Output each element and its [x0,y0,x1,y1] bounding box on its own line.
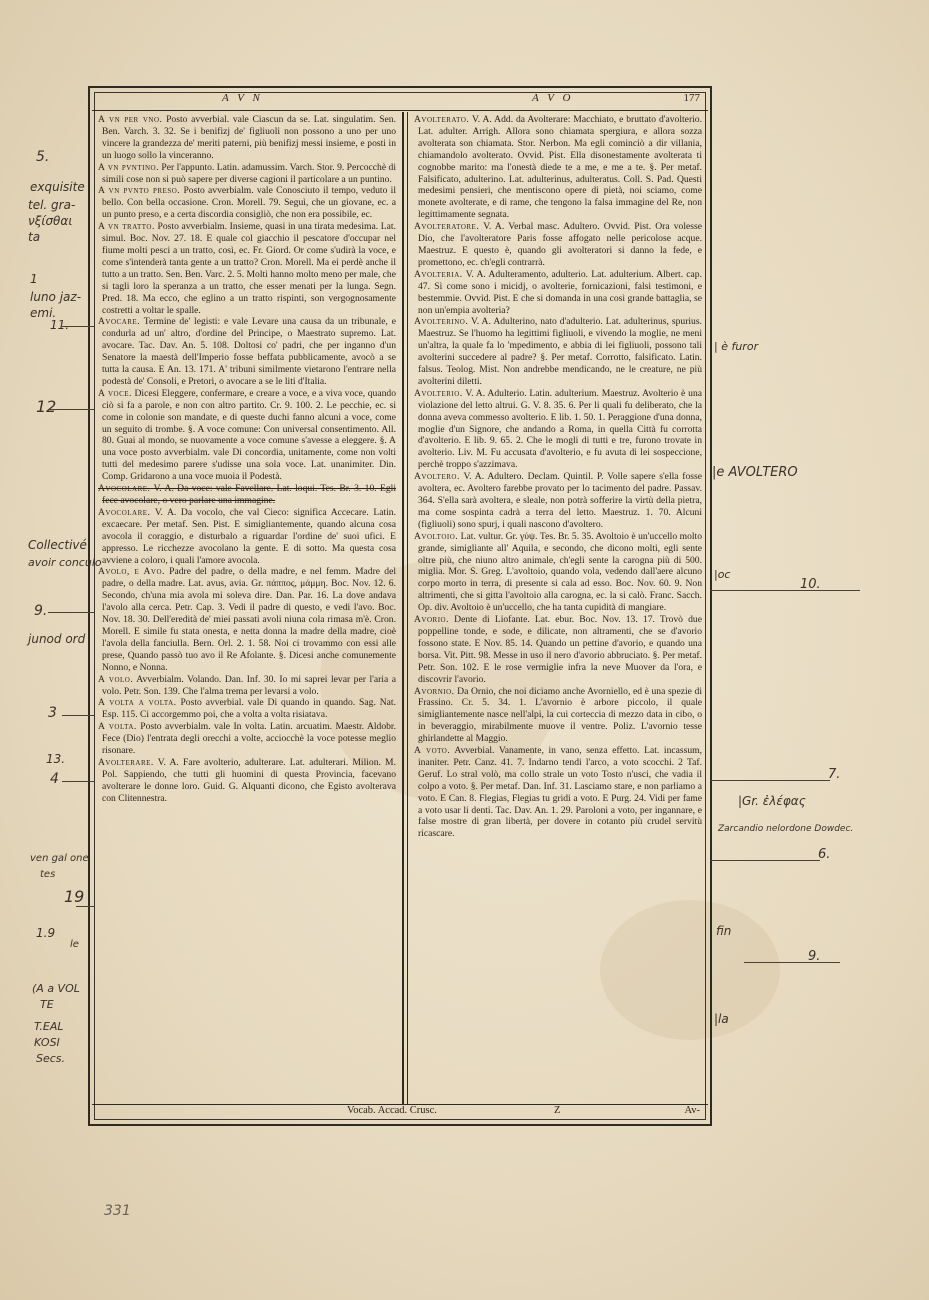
margin-note: 7. [828,767,841,782]
entry-headword: A vn pvnto preso. [98,185,181,197]
entry-headword: Avolterare. [98,756,154,768]
margin-line [62,326,94,327]
dictionary-entry [98,757,396,805]
entry-headword: Avolteria. [414,268,463,280]
dictionary-entry [414,531,702,614]
entry-definition: V. A. Verbal masc. Adultero. Ovvid. Pist. Ora volesse Dio, che l'avolteratore Paris fosse affogato nelle pericolose acque. Maestruz. E questo è, quando gli avolteratori si danno la fede, e promettono, ec. ch'egli contrarrà. [418,221,702,268]
column-rule [407,112,408,1104]
page-footer [92,1105,708,1121]
margin-line [48,409,94,410]
margin-note: 9. [808,949,821,964]
pencil-number: 331 [104,1203,131,1219]
margin-line [710,590,860,591]
margin-note: |la [714,1012,729,1026]
margin-note: (A a VOL [32,982,80,995]
margin-note: Secs. [36,1052,66,1065]
margin-note: Collectivé [28,538,87,552]
entry-definition: V. A. Adultero. Declam. Quintil. P. Volle sapere s'ella fosse avoltera, ec. Avoltero farebbe provato per lo tacimento del padre. Passav. 364. S'ella sarà avoltera, e sleale, non potrà sofferire la virtù della pietra, ma come sospinta cadrà a terra del letto. Maestruz. 1. 70. Alcuni (figliuoli) sono spurj, i quali nascono d'avoltero. [418,471,702,530]
margin-note: 1.9 [36,926,56,940]
entry-definition: Lat. vultur. Gr. γύψ. Tes. Br. 5. 35. Avoltoio è un'uccello molto grande, simigliante all' Aquila, e secondo, che dicono molti, egli sente oltre più, che niuno altro animale, ch'egli sente la carogna più di 500. miglia. Mor. S. Greg. L'avoltoio, quando vola, vedendo dall'aere alcuno corpo morto in terra, di presente si cala ad esso. Boc. Nov. 60. 9. Non altrimenti, che si gitta l'avoltoio alla carogna, ec. la si calò. Franc. Sacch. Op. div. Avoltoio è un'uccello, che ha tanta cupidità di mangiare. [418,530,702,614]
dictionary-entry [98,388,396,483]
margin-line [62,715,94,716]
margin-note: avoir conculo [28,556,102,569]
entry-definition: V. A. Adulterino, nato d'adulterio. Lat. adulterinus, spurius. Maestruz. Se l'huomo ha legittimi figliuoli, e vivendo la moglie, ne meni un'altra, la quale fa lo 'mpedimento, e abbia di lei figliuoli, possono tali avolterini succedere al padre? §. Per metaf. Corrotto, falsificato. Latin. falsus. Teolog. Mist. Non andrebbe mendicando, ne le creature, ne più avolterini diletti. [418,316,702,387]
margin-note: le [70,939,79,950]
catchword: Av- [684,1105,700,1116]
margin-note: 1 [30,272,38,286]
entry-headword: Avocolare. [98,483,151,495]
entry-headword: Avolterato. [414,114,470,125]
dictionary-entry [414,388,702,471]
dictionary-entry [98,507,396,567]
margin-line [62,781,94,782]
dictionary-entry [98,221,396,316]
entry-definition: V. A. Fare avolterio, adulterare. Lat. adulterari. Milion. M. Pol. Sappiendo, che tutti gli huomini di questa Provincia, facevano avolterare le donne loro. Guid. G. Alquanti dicono, che Egisto avolterava con Clitennestra. [102,756,396,804]
margin-line [48,612,94,613]
dictionary-entry [414,471,702,531]
entry-definition: Posto avverbial. vale Di quando in quando. Sag. Nat. Esp. 115. Ci accorgemmo poi, che a volta a volta risiatava. [102,697,396,721]
dictionary-entry [98,566,396,673]
head-rule [92,110,708,111]
entry-headword: A vn pvntino. [98,161,159,173]
margin-note: 9. [34,603,48,619]
entry-definition: Posto avverbialm. Insieme, quasi in una tirata medesima. Lat. simul. Boc. Nov. 27. 18. E quale col giacchio il pescatore d'occupar nel fiume molti pesci a un tratto, così, ec. Fr. Giord. Or come s'udirà la voce, e come s'intenderà tanta gente a un tratto? Cron. Morell. Ma ei perdè anche il tutto a un tratto. Sen. Ben. Varc. 2. 5. Molti hanno molto meno per male, che si tagli loro la speranza a un tratto, che esser menati per la lunga. Segn. Pred. 18. Ma ecco, che eglino a un tratto rispinti, son vergognosamente costretti a voltar le spalle. [102,221,396,316]
margin-note: tel. gra- [28,198,76,212]
dictionary-entry [98,674,396,698]
margin-note: T.EAL [34,1020,64,1033]
margin-line [710,860,820,861]
entry-definition: Avverbial. Vanamente, in vano, senza effetto. Lat. incassum, inaniter. Petr. Canz. 41. 7. Indarno tendi l'arco, a voto scocchi. 2 Taf. Geruf. Lo stral volò, ma collo strale un voto Tosto n'usci, che vadia il colpo a voto. §. Per metaf. Dan. Inf. 31. Lasciamo stare, e non parliamo a voto. E Can. 8. Flegias, Flegias tu gridi a voto. E Purg. 24. Vidi per fame a voto usar li denti. Tac. Dav. An. 1. 29. Paroloni a voto, per ingannare, e false mostre di gran libertà, per dovere in cotanto più crudel servitù ricascare. [418,745,702,840]
margin-note: ta [28,230,41,244]
entry-headword: Avolteratore. [414,221,480,233]
entry-definition: Posto avverbialm. vale In volta. Latin. arcuatim. Maestr. Aldobr. Fece (Dio) l'entrata degli orecchi a volte, acciocchè la voce potesse meglio risonare. [102,721,396,757]
entry-headword: A volta. [98,721,137,733]
margin-line [710,780,830,781]
running-head-right: A V O [532,92,574,104]
dictionary-entry [98,114,396,162]
left-column [98,114,396,1102]
entry-definition: V. A. Da vocolo, che val Cieco: significa Accecare. Latin. excaecare. Per metaf. Sen. Pist. E simigliantemente, quando alcuna cosa avocola il coraggio, e disturbalo a riguardar l'ordine de' suoi ufici. E appresso. Le ricchezze avocolano la gente. E di sotto. Ma questa cosa avviene a coloro, i quali l'amore avocola. [102,506,396,566]
entry-headword: Avocare. [98,316,141,328]
dictionary-entry [414,221,702,269]
margin-note: 3 [48,705,57,721]
running-head [92,92,708,108]
margin-note: 11. [50,318,70,332]
entry-headword: Avolo, e Avo. [98,566,165,578]
entry-headword: Avorio. [414,614,449,626]
entry-definition: V. A. Da voce: vale Favellare. Lat. loqui. Tes. Br. 3. 10. Egli fece avocolare, o vero parlare una immagine. [102,483,396,506]
entry-definition: Avverbialm. Volando. Dan. Inf. 30. Io mi saprei levar per l'aria a volo. Petr. Son. 139. Che l'alma trema per levarsi a volo. [102,673,396,697]
dictionary-entry [414,614,702,685]
entry-headword: A voto. [414,745,451,757]
margin-note: luno jaz- [30,290,82,304]
margin-note: 19 [64,887,85,906]
entry-headword: A voce. [98,387,132,399]
page-number: 177 [683,92,700,104]
dictionary-entry [414,316,702,387]
entry-headword: A volo. [98,673,134,685]
dictionary-entry [98,316,396,387]
margin-note: Zarcandio nelordone Dowdec. [718,824,854,834]
entry-definition: V. A. Adulteramento, adulterio. Lat. adulterium. Albert. cap. 47. Sì come sono i micidj, o avolterie, fornicazioni, falsi testimoni, e bestemmie. Ovvid. Pist. E che si domanda in una così grande battaglia, se non un'empia avolteria? [418,268,702,316]
entry-definition: Termine de' legisti: e vale Levare una causa da un tribunale, e condurla ad un' altro, d'ordine del Principe, o Maestrato supremo. Lat. avocare. Tac. Dav. An. 5. 108. Doltosi co' padri, che per inganno d'un Senatore la maestà dell'Imperio fosse beffata pubblicamente, avocò a se tutta la causa. E An. 13. 171. A' tribuni similmente vietarono l'entrare nella podestà de' Consoli, e Pretori, o avocare a se le liti d'Italia. [102,316,396,387]
entry-definition: Padre del padre, o della madre, e nel femm. Madre del padre, o della madre. Lat. avus, avia. Gr. πάππος, μάμμη. Boc. Nov. 12. 6. Secondo, ch'una mia avola mi soleva dire. Dan. Par. 16. La dove andava l'avolo alla cerca. Petr. Cap. 3. Vedi il padre di questo, e vedi l'avo. Boc. Nov. 18. 30. Dell'eredità de' miei passati avoli niuna cola rimasa m'è. Cron. Morell. E simile fu stata onesta, e netta donna la madre della madre, cioè l'avola della fanciulla. Bern. Orl. 2. 1. 58. Noi ci trovammo con essi alle prese, Quando passò tuo avo il Re Afolante. §. Dicesi anche comunemente Nonno, e Nonna. [102,566,396,673]
margin-line [744,962,840,963]
dictionary-entry [98,162,396,186]
entry-definition: Posto avverbial. vale Ciascun da se. Lat. singulatim. Sen. Ben. Varch. 3. 32. Se i benifizj de' figliuoli non possono a uno per uno vincere la grandezza de' meriti paterni, più benifizj messi insieme, e posti in un luogo sollo la vinceranno. [102,114,396,161]
column-rule [402,112,404,1104]
dictionary-entry [414,269,702,317]
margin-note: 10. [800,577,821,592]
entry-headword: A volta a volta. [98,697,177,709]
entry-headword: Avoltoio. [414,530,459,542]
entry-headword: Avornio. [414,685,455,697]
margin-note: 6. [818,847,831,862]
entry-definition: Per l'appunto. Latin. adamussim. Varch. Stor. 9. Percocchè di simili cose non si può sapere per diverse cagioni il particolare a un puntino. [102,161,396,185]
entry-headword: Avoltero. [414,471,460,483]
margin-note: ven gal one [30,853,89,864]
margin-note: 4 [50,771,59,787]
margin-note: 12 [36,397,57,416]
margin-note: TE [40,998,54,1011]
right-column [414,114,702,1102]
dictionary-entry [98,185,396,221]
margin-note: tes [40,869,56,880]
margin-note: exquisite [30,180,85,194]
margin-note: junod ord [28,632,86,646]
running-head-left: A V N [222,92,263,104]
margin-note: 5. [36,149,50,165]
entry-headword: Avocolare. [98,506,151,518]
entry-headword: Avolterio. [414,387,463,399]
margin-note: |e AVOLTERO [712,465,798,480]
margin-line [76,906,94,907]
dictionary-entry [98,483,396,507]
margin-note: fin [716,924,732,938]
margin-note: 13. [46,752,66,766]
entry-headword: A vn tratto. [98,221,155,233]
dictionary-entry [98,721,396,757]
dictionary-entry [414,114,702,221]
entry-headword: A vn per vno. [98,114,163,125]
signature-mark: Z [554,1105,561,1116]
margin-note: |Gr. ἐλέφας [738,794,806,808]
footer-title: Vocab. Accad. Crusc. [347,1105,437,1116]
entry-definition: Dente di Liofante. Lat. ebur. Boc. Nov. 13. 17. Trovò due poppelline tonde, e sode, e dilicate, non altramenti, che se d'avorio fossono state. E Nov. 85. 14. Quando un pettine d'avorio, e quando una borsa. Vit. Pitt. 98. Messe in uso il nero d'avorio abbruciato. §. Per metaf. Petr. Son. 102. E le rose vermiglie infra la neve Muover da l'ora, e discovrir l'avorio. [418,614,702,685]
margin-note: |oc [714,568,731,581]
entry-headword: Avolterino. [414,316,469,328]
entry-definition: V. A. Add. da Avolterare: Macchiato, e bruttato d'avolterio. Lat. adulter. Arrigh. Allora sono chiamata spergiura, e allora sozza avolterata son chiamata. Stor. Nerbon. Ma egli cominciò a dir villania, chiamandolo avolterato. Ovvid. Pist. Ella disonestamente avolterata ti cognobbe marito: ma l'onestà diede te a me, e me a te. §. Per metaf. Falsificato, adulterino. Lat. adulterinus, adulteratus. Coll. S. Pad. Questi medesimi pensieri, che mentiscono opere di pietà, noi sciamo, come monete avolterate, e di rame, che tengono la falsa immagine del Re, non legittimamente segnata. [418,114,702,221]
dictionary-entry [98,697,396,721]
entry-definition: V. A. Adulterio. Latin. adulterium. Maestruz. Avolterio è una violazione del letto altrui. G. V. 8. 35. 6. Per li quali fu deliberato, che la donna aveva commesso avolterio. E lib. 1. 50. 1. Peraggione d'una donna, moglie d'un Signore, che andando a Roma, in quella Città fu corrotta d'avolterio. E lib. 9. 65. 2. Che le mogli di tutti e tre, furono trovate in avolterio. Liv. M. Fu accusata d'avolterio, e fu avuta di lei sospeccione, perchè troppo s'azzimava. [418,387,702,471]
margin-note: KOSI [34,1036,60,1049]
dictionary-entry [414,686,702,746]
dictionary-entry [414,745,702,840]
margin-note: | è furor [714,340,759,353]
entry-definition: Da Ornio, che noi diciamo anche Avorniello, ed è una spezie di Frassino. Cr. 5. 34. 1. L'avornio è arbore piccolo, il quale simigliantemente nasce nell'alpi, la cui corteccia di mezzo data in cibo, o in beveraggio, mirabilmente muove il ventre. Poliz. L'avornio tesse ghirlandette al Maggio. [418,685,702,745]
entry-definition: Dicesi Eleggere, confermare, e creare a voce, e a viva voce, quando ciò si fa a parole, e non con altro partito. Cr. 9. 100. 2. Le pecchie, ec. si come in colonie son mandate, e di queste duchi fanno alcuni a voce, come un seguito di trombe. §. A voce comune: Con universal consentimento. All. 80. Guai al mondo, se nuovamente a voce comune s'avesse a eleggere. §. A una voce posto avverbialm. vale Di concordia, unitamente, come non volti tutti del medesimo parere s'udisse una sola voce. Lat. unanimiter. Din. Comp. Gridarono a una voce muoia il Podestà. [102,387,396,483]
margin-note: νξίσθαι [28,214,73,228]
margin-note: emi. [30,306,57,320]
entry-definition: Posto avverbialm. vale Conosciuto il tempo, veduto il bello. Con bella occasione. Cron. Morell. 79. Seguì, che un giovane, ec. a un punto preso, e a certa discordia consigliò, che non era possibile, ec. [102,185,396,221]
